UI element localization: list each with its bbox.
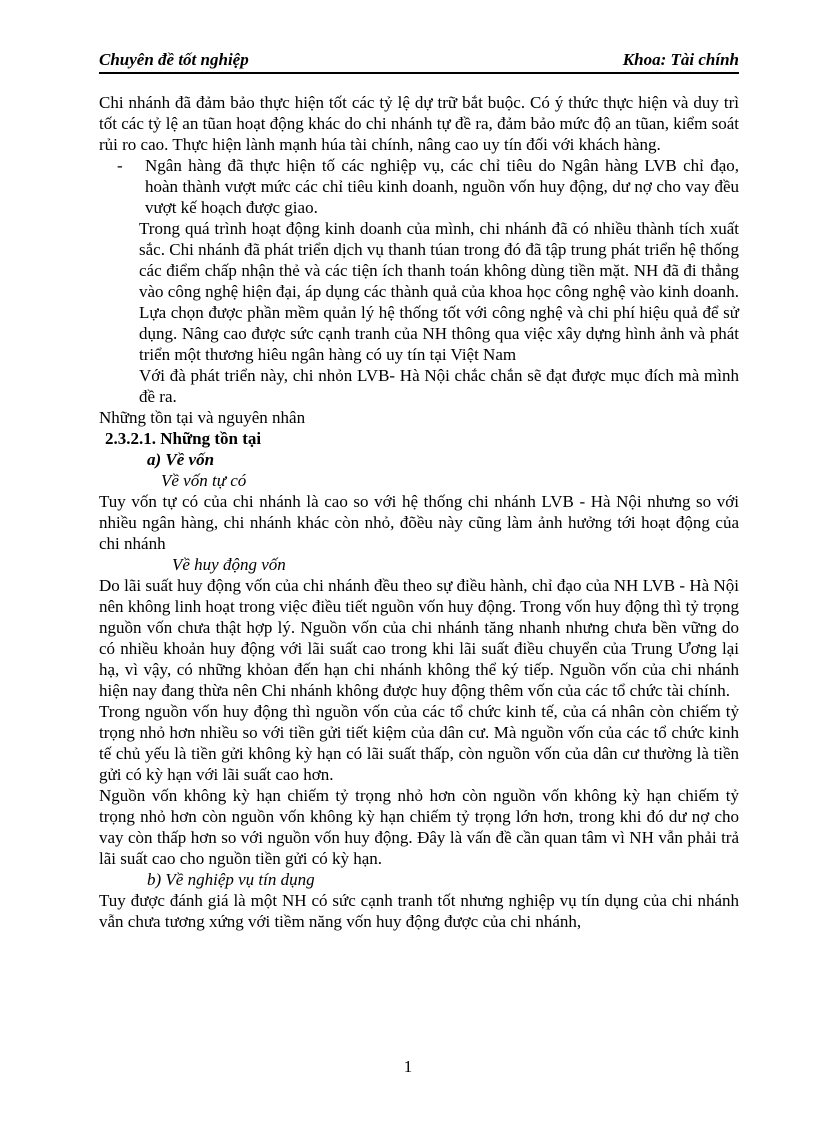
section-heading: Những tồn tại và nguyên nhân	[99, 408, 306, 427]
page-header	[99, 50, 739, 74]
topic-heading: Về huy động vốn	[172, 555, 286, 574]
bullet-text: Ngân hàng đã thực hiện tố các nghiệp vụ, các chỉ tiêu do Ngân hàng LVB chỉ đạo, hoàn thành vượt mức các chỉ tiêu kinh doanh, nguồn vốn huy động, dư nợ cho vay đều vượt kế hoạch được giao.	[145, 156, 739, 217]
bullet-item	[117, 155, 739, 218]
item-heading: a) Về vốn	[147, 450, 215, 469]
bullet-dash: -	[117, 156, 123, 175]
paragraph: Trong quá trình hoạt động kinh doanh của mình, chi nhánh đã có nhiều thành tích xuất sắc. Chi nhánh đã phát triển dịch vụ thanh túan trong đó đã tập trung phát triển hệ thống các điểm chấp nhận thẻ và các tiện ích thanh toán không dùng tiền mặt. NH đã đi thẳng vào công nghệ hiện đại, áp dụng các thành quả của khoa học công nghệ vào kinh doanh. Lựa chọn được phần mềm quản lý hệ thống tốt với công nghệ và chi phí hiệu quả để sử dụng. Nâng cao được sức cạnh tranh của NH thông qua việc xây dựng hình ảnh và phát triển một thương hiêu ngân hàng có uy tín tại Việt Nam	[139, 219, 740, 364]
paragraph: Trong nguồn vốn huy động thì nguồn vốn của các tổ chức kinh tế, của cá nhân còn chiếm tỷ trọng nhỏ hơn nhiều so với tiền gửi tiết kiệm của dân cư. Mà nguồn vốn của các tổ chức kinh tế chủ yếu là tiền gửi không kỳ hạn có lãi suất thấp, còn nguồn vốn của dân cư thường là tiền gửi có kỳ hạn với lãi suất cao hơn.	[99, 702, 739, 784]
subsection-heading: 2.3.2.1. Những tồn tại	[105, 429, 262, 448]
page-number: 1	[403, 1057, 413, 1076]
paragraph: Nguồn vốn không kỳ hạn chiếm tỷ trọng nhỏ hơn còn nguồn vốn không kỳ hạn chiếm tỷ trọng nhỏ hơn còn nguồn vốn không kỳ hạn chiếm tỷ trọng lớn hơn, trong khi đó dư nợ cho vay còn thấp hơn so với nguồn vốn huy động. Đây là vấn đề cần quan tâm vì NH vẫn phải trả lãi suất cao cho nguồn tiền gửi có kỳ hạn.	[99, 786, 739, 868]
header-faculty: Khoa: Tài chính	[622, 50, 739, 69]
paragraph: Chi nhánh đã đảm bảo thực hiện tốt các tỷ lệ dự trữ bắt buộc. Có ý thức thực hiện và duy trì tốt các tỷ lệ an tũan hoạt động khác do chi nhánh tự đề ra, đảm bảo mức độ an tũan, kiểm soát rủi ro cao. Thực hiện lành mạnh húa tài chính, nâng cao uy tín đối với khách hàng.	[99, 93, 739, 154]
header-title: Chuyên đề tốt nghiệp	[99, 50, 249, 69]
topic-heading: Về vốn tự có	[161, 471, 247, 490]
paragraph: Tuy được đánh giá là một NH có sức cạnh tranh tốt nhưng nghiệp vụ tín dụng của chi nhánh vẫn chưa tương xứng với tiềm năng vốn huy động được của chi nhánh,	[99, 891, 739, 931]
paragraph: Do lãi suất huy động vốn của chi nhánh đều theo sự điều hành, chỉ đạo của NH LVB - Hà Nội nên không linh hoạt trong việc điều tiết nguồn vốn huy động. Trong vốn huy động thì tỷ trọng nguồn vốn chưa thật hợp lý. Nguồn vốn của chi nhánh tăng nhanh nhưng chưa bền vững do có nhiều khoản huy động với lãi suất cao trong khi lãi suất điều chuyển của Trung Ương lại hạ, vì vậy, có những khỏan đến hạn chi nhánh không thể ký tiếp. Nguồn vốn của chi nhánh hiện nay đang thừa nên Chi nhánh không được huy động thêm vốn của các tổ chức tài chính.	[99, 576, 739, 700]
document-body	[99, 92, 739, 932]
item-heading: b) Về nghiệp vụ tín dụng	[147, 870, 315, 889]
paragraph: Tuy vốn tự có của chi nhánh là cao so với hệ thống chi nhánh LVB - Hà Nội nhưng so với nhiều ngân hàng, chi nhánh khác còn nhỏ, đõều này cũng làm ảnh hưởng tới hoạt động của chi nhánh	[99, 492, 739, 553]
paragraph: Với đà phát triển này, chi nhỏn LVB- Hà Nội chắc chắn sẽ đạt được mục đích mà mình đề ra.	[139, 366, 739, 406]
